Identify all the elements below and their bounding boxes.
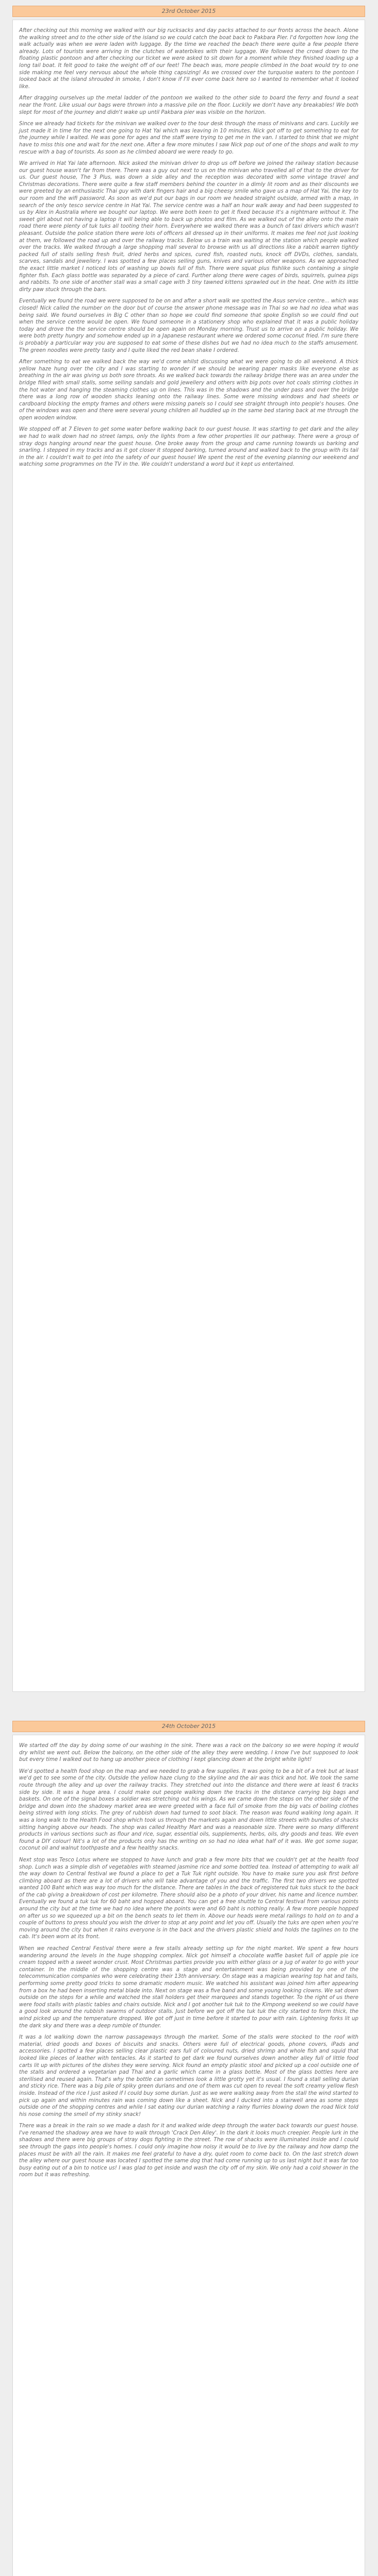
entry-paragraph: Eventually we found the road we were supposed to be on and after a short walk we spotted the Asus service centre... which was closed! Nick called the number on the door but of course the answer phone message was in Thai so we had no idea what was being said. We found ourselves in Big C other than so hope we could find someone that spoke English so we could find out when the service centre would be open. We found someone in a stationery shop who explained that it was a public holiday today and drove the the service centre should be open again on Monday morning. Trust us to arrive on a public holiday. We were both pretty hungry and somehow ended up in a Japanese restaurant where we ordered some coconut fried. I'm sure there is probably a particular way you are supposed to eat some of these dishes but we had no idea much to the staffs amusement. The green noodles were pretty tasty and I quite liked the red bean shake I ordered. xyxy=(19,298,358,353)
journal-entry xyxy=(12,1735,365,2576)
entry-paragraph: Next stop was Tesco Lotus where we stopped to have lunch and grab a few more bits that we couldn't get at the health food shop. Lunch was a simple dish of vegetables with steamed jasmine rice and some bottled tea. Instead of attempting to walk all the way down to Central festival we found a place to get a Tuk Tuk right outside. You have to make sure you ask first before climbing aboard as there are a lot of drivers who will take advantage of you and the traffic. The first two drivers we spotted wanted 100 Baht which was way too much for the distance. There are tables in the back of registered tuk tuks stuck to the back of the cab giving a breakdown of cost per kilometre. There should also be a photo of your driver, his name and licence number. Eventually we found a tuk tuk for 60 baht and hopped aboard. You can get a free shuttle to Central festival from various points around the city but at the time we had no idea where the points were and 60 baht is nothing really. A few more people hopped on after us so we squeezed up a bit on the bench seats to let them in. Above our heads were metal railings to hold on to and a couple of buttons to press should you wish the driver to stop at any point and let you off. Usually the tuks are open when you're moving around the city but when it rains everyone is in the back and the drivers plastic shield and holds the taglines on to the cab. It's been worn at its front. xyxy=(19,1857,358,1940)
entry-date-banner: 23rd October 2015 xyxy=(12,6,365,17)
entry-paragraph: When we reached Central Festival there were a few stalls already setting up for the night market. We spent a few hours wandering around the levels in the huge shopping complex. Nick got himself a chocolate waffle basket full of apple pie ice cream topped with a sweet wonder crust. Most Christmas parties provide you with either glass or a jug of water to go with your container. In the middle of the shopping centre was a stage and entertainment was being provided by one of the telecommunication companies who were celebrating their 13th anniversary. On stage was a magician wearing top hat and tails, performing some pretty good tricks to some dramatic modern music. We watched his assistant was joined him after appearing from a box he had been inserting metal blade into. Next on stage was a five band and some young looking clowns. We sat down outside on the steps for a while and watched the stall holders get their marquees and stands together. To the right of us there were food stalls with plastic tables and chairs outside. Nick and I got another tuk tuk to the Kimpong weekend so we could have a good look around the rubbish swarms of outdoor stalls. Just before we got off the tuk tuk the city started to form thick, the wind picked up and the temperature dropped. We got off just in time before it started to pour with rain. Lightening forks lit up the dark sky and there was a deep rumble of thunder. xyxy=(19,1946,358,2029)
entry-paragraph: After something to eat we walked back the way we'd come whilst discussing what we were going to do all weekend. A thick yellow haze hung over the city and I was starting to wonder if we should be wearing paper masks like everyone else as breathing in the air was giving us both sore throats. As we walked back towards the railway bridge there was an area under the bridge filled with small stalls, some selling sandals and gold jewellery and others with big pots over hot coals stirring clothes in the hot water and hanging the steaming clothes up on lines. This was in the shadows and the under pass and over the bridge there was a long row of wooden shacks leaning onto the railway lines. Some were missing windows and had sheets or cardboard blocking the empty frames and others were missing panels so I could see straight through into people's houses. One of the windows was open and there were several young children all huddled up in the same bed staring back at me through the open wooden window. xyxy=(19,359,358,421)
entry-paragraph: We stopped off at 7 Eleven to get some water before walking back to our guest house. It was starting to get dark and the alley we had to walk down had no street lamps, only the lights from a few other properties lit our pathway. There were a group of stray dogs hanging around near the guest house. One broke away from the group and came running towards us barking and snarling. I stepped in my tracks and as it got closer it stopped barking, turned around and walked back to the group with its tail in the air. I couldn't wait to get into the safety of our guest house! We spent the rest of the evening planning our weekend and watching some programmes on the TV in the. We couldn't understand a word but it kept us entertained. xyxy=(19,427,358,468)
entry-paragraph: There was a break in the rain so we made a dash for it and walked wide deep through the water back towards our guest house. I've renamed the shadowy area we have to walk through 'Crack Den Alley'. In the dark it looks much creepier. People lurk in the shadows and there were big groups of stray dogs fighting in the street. The row of shacks were illuminated inside and I could see through the gaps into people's homes. I could only imagine how noisy it would be to live by the railway and how damp the places must be with all the rain. It makes me feel grateful to have a dry, quiet room to come back to. On the last stretch down the alley where our guest house was located I spotted the same dog that had come running up to us last night but it was far too busy eating out of a bin to notice us! I was glad to get inside and wash the city off of my skin. We only had a cold shower in the room but it was refreshing. xyxy=(19,2123,358,2178)
entry-date-banner: 24th October 2015 xyxy=(12,1721,365,1732)
journal-entry xyxy=(12,20,365,1692)
entry-paragraph: It was a lot walking down the narrow passageways through the market. Some of the stalls were stocked to the roof with material, dried goods and boxes of biscuits and snacks. Others were full of electrical goods, phone covers, iPads and accessories. I spotted a few places selling clear plastic ears full of coloured nuts, dried shrimp and whole fish and squid that looked like pieces of leather with tentacles. As it started to get dark we found ourselves down another alley full of little food carts lit up with pictures of the dishes they were serving. Nick found an empty plastic stool and picked up a cool outside one of the stalls and ordered a vegetarian pad Thai and a garlic which came in a glass bottle. Most of the glass bottles here are sterilised and reused again. That's why the bottle can sometimes look a little grotty yet it's usual. I found a stall selling durian and sticky rice. There was a big pile of spiky green durians and one of them was cut open to reveal the soft creamy yellow flesh inside. Instead of the rice I just asked if I could buy some durian. Just as we were walking away from the stall the wind started to pick up again and within minutes rain was coming down like a sheet. Nick and I ducked into a stairwell area as some steps outside one of the shopping centres and while I sat eating our durian watching a rainy flurries blowing down the road Nick told his nose coming the smell of my stinky snack! xyxy=(19,2035,358,2117)
entry-paragraph: We'd spotted a health food shop on the map and we needed to grab a few supplies. It was going to be a bit of a trek but at least we'd get to see some of the city. Outside the yellow haze clung to the skyline and the air was thick and hot. We took the same route through the alley and up over the railway tracks. They stretched out into the distance and there were at least 6 tracks side by side. It was a huge area. I could make out people walking down the tracks in the distance carrying big bags and baskets. On one of the signal boxes a soldier was stretching out his wings. As we came down the steps on the other side of the bridge and down into the shadowy market area we were greeted with a face full of smoke from the big vats of boiling clothes being stirred with long sticks. The grey of rubbish down had turned to soot black. The reason was found walking long again. It was a long walk to the Health Food shop which took us through the markets again and down little streets with bundles of shacks sitting hanging above our heads. The shop was called Healthy Mart and was a reasonable size. There were so many different products in various sections such as flour and rice, sugar, essential oils, supplements, herbs, oils, dry goods and teas. We even found a DIY colour! Nit's a lot of the products only has the writing on so had no idea what half of it was. We got some sugar, coconut oil and walnut toothpaste and a few healthy snacks. xyxy=(19,1768,358,1852)
entry-paragraph: We started off the day by doing some of our washing in the sink. There was a rack on the balcony so we were hoping it would dry whilst we went out. Below the balcony, on the other side of the alley they were wedding. I know I've but supposed to look but every time I walked out to hang up another piece of clothing I kept glancing down at the bright white light! xyxy=(19,1743,358,1763)
entry-paragraph: After checking out this morning we walked with our big rucksacks and day packs attached to our fronts across the beach. Alone the walking street and to the other side of the island so we could catch the boat back to Pakbara Pier. I'd forgotten how long the walk actually was when we were laden with luggage. By the time we reached the beach there were quite a few people there already. Lots of tourists were arriving in the clutches of waterbikes with their luggage. We followed the crowd down to the floating plastic pontoon and after checking our ticket we were asked to sit down for a moment while they finished loading up a long tail boat. It felt good to take the weight off of our feet! The beach was, more people climbed in the boat would try to one side making me feel very nervous about the whole thing capsizing! As we crossed over the turquoise waters to the pontoon I looked back at the island shrouded in smoke, I don't know if I'll ever come back here so I wanted to remember what it looked like. xyxy=(19,28,358,90)
entry-paragraph: Since we already had tickets for the minivan we walked over to the tour desk through the mass of minivans and cars. Luckily we just made it in time for the next one going to Hat Yai which was leaving in 10 minutes. Nick got off to get something to eat for the journey while I waited. He was gone for ages and the staff were trying to get me in the van. I started to think that we might have to miss this one and wait for the next one. After a few more minutes I saw Nick pop out of one of the shops and walk to my rescue with a bag of tourists. As soon as he climbed aboard we were ready to go. xyxy=(19,121,358,155)
entry-paragraph: After dragging ourselves up the metal ladder of the pontoon we walked to the other side to board the ferry and found a seat near the front. Like usual our bags were thrown into a massive pile on the floor. Luckily we don't have any breakables! We both slept for most of the journey and didn't wake up until Pakbara pier was visible on the horizon. xyxy=(19,95,358,115)
entry-paragraph: We arrived in Hat Yai late afternoon. Nick asked the minivan driver to drop us off before we joined the railway station because our guest house wasn't far from there. There was a guy out next to us on the minivan who travelled all of that to the driver for us. Our guest house, The 3 Plus, was down a side alley and the reception was decorated with some vintage travel and Christmas decorations. There were quite a few staff members behind the counter in a dimly lit room and as their discounts we were greeted by an enthusiastic Thai guy with dark fingers hair and a big cheesy smile who gave us a map of Hat Yai, the key to our room and the wifi password. As soon as we'd put our bags in our room we headed straight outside, armed with a map, in search of the only tesco service centre in Hat Yai. The service centre was a half an hour walk away and had been suggested to us by Alex in Australia where we bought our laptop. We were both keen to get it fixed because it's a nightmare without it. The sweet girl about not having a laptop it will being able to back up photos and film. As we walked out of the alley onto the main road there were plenty of tuk tuks all tooting their horn. Everywhere we walked there was a bunch of taxi drivers which wasn't pleasant. Outside the police station there were lots of officers all dressed up in their uniforms. It makes me feel not just looking at them, we followed the road up and over the railway tracks. Below us a train was waiting at the station which people walked over the tracks. We walked through a large shopping mall several to browse with us all directions like a rabbit warren tightly packed full of stalls selling fresh fruit, dried herbs and spices, cured fish, roasted nuts, knock off DVDs, clothes, sandals, scarves, sandals and jewellery. I was spotted a few places selling guns, knives and various other weapons. As we approached the exact little market I noticed lots of washing up bowls full of fish. There were squat plus fishlike such containing a single fighter fish. Each glass bottle was separated by a piece of card. Further along there were cages of birds, squirrels, guinea pigs and rabbits. To one side of another stall was a small cage with 3 tiny tawned kittens sprawled out in the heat. One with its little dirty paw stuck through the bars. xyxy=(19,161,358,293)
